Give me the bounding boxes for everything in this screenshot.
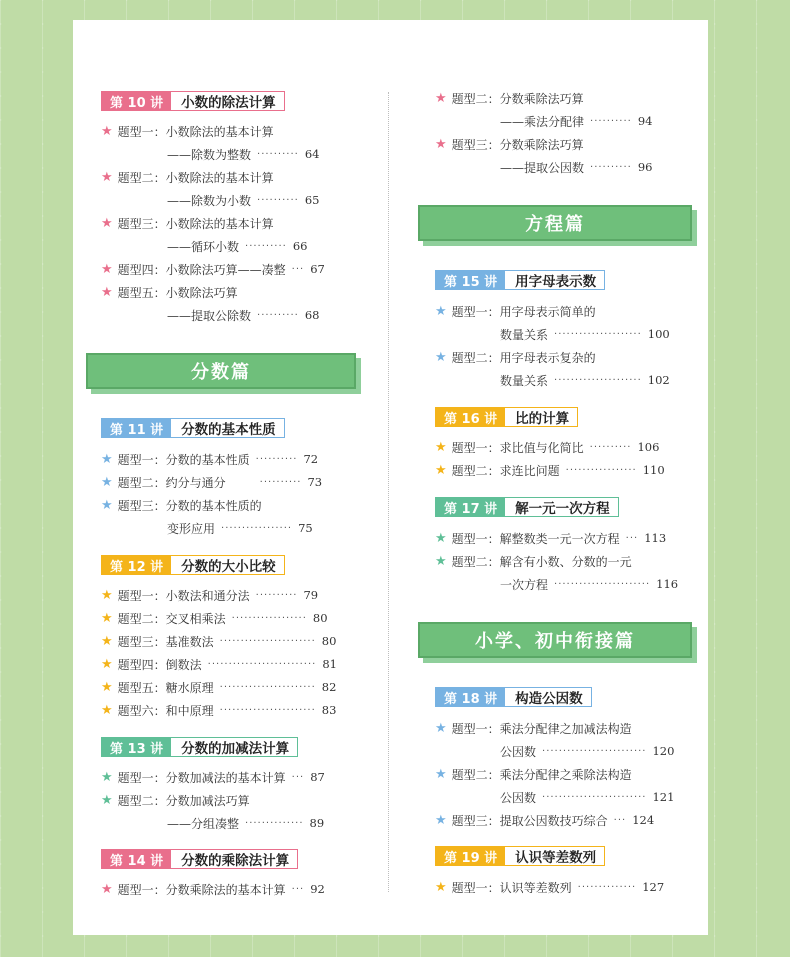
- entry-text: 题型一：分数乘除法的基本计算: [117, 882, 286, 897]
- entry-text: 公因数: [500, 744, 537, 759]
- star-icon: ★: [101, 497, 113, 513]
- toc-entry[interactable]: [435, 764, 632, 784]
- star-icon: ★: [101, 261, 113, 277]
- page-number: 102: [647, 373, 670, 387]
- leader-dots: ·····················: [554, 374, 642, 386]
- entry-text: 题型四：小数除法巧算——凑整: [117, 262, 286, 277]
- entry-text: 题型二：交叉相乘法: [117, 611, 226, 626]
- toc-entry[interactable]: [101, 585, 318, 605]
- entry-text: 题型一：用字母表示简单的: [451, 304, 596, 319]
- toc-entry[interactable]: [500, 787, 674, 807]
- toc-entry[interactable]: [500, 574, 678, 594]
- entry-text: 数量关系: [500, 373, 549, 388]
- section-title: 分数篇: [86, 353, 356, 389]
- entry-text: 题型六：和中原理: [117, 703, 214, 718]
- column-divider: [388, 92, 389, 892]
- star-icon: ★: [101, 587, 113, 603]
- toc-entry[interactable]: [435, 718, 632, 738]
- leader-dots: ·······················: [219, 704, 316, 716]
- star-icon: ★: [435, 439, 447, 455]
- entry-text: 题型三：分数乘除法巧算: [451, 137, 584, 152]
- star-icon: ★: [101, 881, 113, 897]
- lesson-title: 分数的基本性质: [171, 419, 284, 437]
- toc-entry[interactable]: [435, 134, 584, 154]
- page-number: 127: [642, 880, 665, 894]
- lesson-number: 第 10 讲: [102, 92, 171, 110]
- entry-text: 题型三：分数的基本性质的: [117, 498, 262, 513]
- entry-text: 题型一：认识等差数列: [451, 880, 572, 895]
- entry-text: ——循环小数: [167, 239, 240, 254]
- toc-entry[interactable]: [101, 700, 336, 720]
- lesson-title: 认识等差数列: [505, 847, 604, 865]
- leader-dots: ·················: [565, 464, 637, 476]
- lesson-number: 第 11 讲: [102, 419, 171, 437]
- star-icon: ★: [101, 769, 113, 785]
- page-number: 113: [644, 531, 667, 545]
- page-number: 72: [303, 452, 319, 466]
- page-number: 116: [656, 577, 679, 591]
- leader-dots: ··············: [245, 817, 304, 829]
- entry-text: 题型一：乘法分配律之加减法构造: [451, 721, 632, 736]
- toc-entry[interactable]: [101, 677, 336, 697]
- lesson-17-header[interactable]: [435, 497, 619, 517]
- lesson-15-header[interactable]: [435, 270, 605, 290]
- lesson-title: 比的计算: [505, 408, 577, 426]
- page-number: 124: [632, 813, 655, 827]
- lesson-title: 小数的除法计算: [171, 92, 284, 110]
- page-number: 66: [292, 239, 308, 253]
- leader-dots: ·························: [542, 791, 647, 803]
- toc-entry[interactable]: [435, 88, 584, 108]
- page-number: 121: [652, 790, 675, 804]
- lesson-18-header[interactable]: [435, 687, 592, 707]
- lesson-title: 分数的大小比较: [171, 556, 284, 574]
- page-number: 89: [309, 816, 325, 830]
- page-number: 110: [642, 463, 665, 477]
- entry-text: 题型二：解含有小数、分数的一元: [451, 554, 632, 569]
- toc-entry[interactable]: [167, 813, 324, 833]
- star-icon: ★: [101, 451, 113, 467]
- entry-text: ——提取公除数: [167, 308, 252, 323]
- toc-entry[interactable]: [435, 877, 664, 897]
- entry-text: 题型二：分数乘除法巧算: [451, 91, 584, 106]
- entry-text: 题型二：求连比问题: [451, 463, 560, 478]
- entry-text: 变形应用: [167, 521, 216, 536]
- toc-entry[interactable]: [167, 236, 307, 256]
- leader-dots: ·····················: [554, 328, 642, 340]
- toc-entry[interactable]: [101, 879, 325, 899]
- section-banner-equation[interactable]: [418, 205, 692, 241]
- star-icon: ★: [435, 349, 447, 365]
- entry-text: ——除数为小数: [167, 193, 252, 208]
- entry-text: 题型二：约分与通分: [117, 475, 226, 490]
- leader-dots: ··········: [590, 115, 632, 127]
- lesson-11-header[interactable]: [101, 418, 285, 438]
- entry-text: 题型五：小数除法巧算: [117, 285, 238, 300]
- leader-dots: ·······················: [219, 681, 316, 693]
- entry-text: 题型一：分数的基本性质: [117, 452, 250, 467]
- star-icon: ★: [435, 530, 447, 546]
- section-title: 小学、初中衔接篇: [418, 622, 692, 658]
- toc-entry[interactable]: [167, 518, 313, 538]
- toc-entry[interactable]: [435, 301, 596, 321]
- leader-dots: ··········: [255, 589, 298, 601]
- lesson-title: 用字母表示数: [505, 271, 604, 289]
- entry-text: 题型三：小数除法的基本计算: [117, 216, 274, 231]
- page-number: 67: [310, 262, 325, 276]
- leader-dots: ··········: [257, 194, 299, 206]
- toc-entry[interactable]: [500, 370, 670, 390]
- toc-entry[interactable]: [435, 551, 632, 571]
- leader-dots: ···: [625, 532, 639, 544]
- page-number: 68: [304, 308, 320, 322]
- leader-dots: ·················: [221, 522, 293, 534]
- entry-text: ——分组凑整: [167, 816, 240, 831]
- entry-text: 数量关系: [500, 327, 549, 342]
- page-number: 100: [647, 327, 670, 341]
- page-number: 96: [637, 160, 653, 174]
- lesson-title: 分数的加减法计算: [171, 738, 297, 756]
- leader-dots: ··········: [245, 240, 287, 252]
- toc-entry[interactable]: [101, 495, 262, 515]
- toc-entry[interactable]: [101, 259, 325, 279]
- page-number: 79: [303, 588, 319, 602]
- page-number: 106: [637, 440, 660, 454]
- star-icon: ★: [435, 812, 447, 828]
- entry-text: 题型一：小数法和通分法: [117, 588, 250, 603]
- entry-text: ——除数为整数: [167, 147, 252, 162]
- star-icon: ★: [101, 215, 113, 231]
- entry-text: 一次方程: [500, 577, 549, 592]
- page-number: 80: [312, 611, 328, 625]
- leader-dots: ··········: [255, 453, 298, 465]
- entry-text: 题型三：提取公因数技巧综合: [451, 813, 608, 828]
- page-number: 83: [321, 703, 337, 717]
- star-icon: ★: [101, 474, 113, 490]
- toc-entry[interactable]: [500, 324, 670, 344]
- lesson-number: 第 18 讲: [436, 688, 505, 706]
- entry-text: 题型二：用字母表示复杂的: [451, 350, 596, 365]
- section-banner-fraction[interactable]: [86, 353, 356, 389]
- lesson-number: 第 15 讲: [436, 271, 505, 289]
- leader-dots: ··········: [257, 309, 299, 321]
- page-number: 80: [321, 634, 337, 648]
- toc-entry[interactable]: [435, 810, 654, 830]
- toc-entry[interactable]: [435, 528, 666, 548]
- leader-dots: ···: [291, 883, 305, 895]
- entry-text: ——提取公因数: [500, 160, 585, 175]
- lesson-title: 构造公因数: [505, 688, 591, 706]
- lesson-number: 第 17 讲: [436, 498, 505, 516]
- star-icon: ★: [101, 169, 113, 185]
- entry-text: 题型五：糖水原理: [117, 680, 214, 695]
- toc-entry[interactable]: [101, 608, 328, 628]
- entry-text: 公因数: [500, 790, 537, 805]
- leader-dots: ·······················: [219, 635, 316, 647]
- star-icon: ★: [435, 462, 447, 478]
- entry-text: 题型二：乘法分配律之乘除法构造: [451, 767, 632, 782]
- lesson-number: 第 13 讲: [102, 738, 171, 756]
- lesson-number: 第 19 讲: [436, 847, 505, 865]
- lesson-number: 第 14 讲: [102, 850, 171, 868]
- page-number: 120: [652, 744, 675, 758]
- star-icon: ★: [435, 90, 447, 106]
- lesson-title: 分数的乘除法计算: [171, 850, 297, 868]
- lesson-12-header[interactable]: [101, 555, 285, 575]
- entry-text: 题型一：分数加减法的基本计算: [117, 770, 286, 785]
- lesson-19-header[interactable]: [435, 846, 605, 866]
- star-icon: ★: [101, 656, 113, 672]
- lesson-number: 第 16 讲: [436, 408, 505, 426]
- toc-entry[interactable]: [101, 449, 318, 469]
- toc-entry[interactable]: [101, 654, 337, 674]
- star-icon: ★: [435, 553, 447, 569]
- leader-dots: ··········: [257, 148, 299, 160]
- star-icon: ★: [101, 702, 113, 718]
- star-icon: ★: [101, 633, 113, 649]
- entry-text: 题型一：解整数类一元一次方程: [451, 531, 620, 546]
- star-icon: ★: [101, 284, 113, 300]
- toc-entry[interactable]: [101, 213, 274, 233]
- toc-entry[interactable]: [101, 767, 325, 787]
- section-title: 方程篇: [418, 205, 692, 241]
- toc-entry[interactable]: [435, 437, 659, 457]
- page-number: 75: [298, 521, 313, 535]
- leader-dots: ··········: [590, 161, 632, 173]
- star-icon: ★: [101, 792, 113, 808]
- leader-dots: ···: [613, 814, 627, 826]
- lesson-16-header[interactable]: [435, 407, 578, 427]
- section-banner-bridge[interactable]: [418, 622, 692, 658]
- page-number: 64: [304, 147, 320, 161]
- toc-entry[interactable]: [101, 282, 238, 302]
- toc-entry[interactable]: [167, 190, 319, 210]
- leader-dots: ···: [291, 771, 305, 783]
- star-icon: ★: [101, 679, 113, 695]
- page-number: 82: [321, 680, 337, 694]
- page-number: 94: [637, 114, 653, 128]
- leader-dots: ·························: [542, 745, 647, 757]
- toc-entry[interactable]: [167, 144, 319, 164]
- leader-dots: ··························: [207, 658, 317, 670]
- entry-text: 题型一：小数除法的基本计算: [117, 124, 274, 139]
- lesson-number: 第 12 讲: [102, 556, 171, 574]
- star-icon: ★: [435, 303, 447, 319]
- toc-entry[interactable]: [101, 167, 274, 187]
- star-icon: ★: [435, 766, 447, 782]
- toc-entry[interactable]: [101, 790, 250, 810]
- star-icon: ★: [435, 136, 447, 152]
- lesson-13-header[interactable]: [101, 737, 298, 757]
- leader-dots: ·······················: [554, 578, 651, 590]
- toc-entry[interactable]: [101, 472, 322, 492]
- leader-dots: ··············: [577, 881, 637, 893]
- page-number: 73: [307, 475, 323, 489]
- entry-text: 题型四：倒数法: [117, 657, 202, 672]
- leader-dots: ···: [291, 263, 305, 275]
- page-number: 92: [310, 882, 325, 896]
- toc-entry[interactable]: [500, 157, 652, 177]
- entry-text: ——乘法分配律: [500, 114, 585, 129]
- lesson-14-header[interactable]: [101, 849, 298, 869]
- page-number: 87: [310, 770, 325, 784]
- leader-dots: ··········: [259, 476, 302, 488]
- toc-entry[interactable]: [101, 121, 274, 141]
- toc-entry[interactable]: [500, 111, 652, 131]
- entry-text: 题型三：基准数法: [117, 634, 214, 649]
- star-icon: ★: [435, 879, 447, 895]
- toc-entry[interactable]: [435, 460, 665, 480]
- entry-text: 题型一：求比值与化简比: [451, 440, 584, 455]
- star-icon: ★: [435, 720, 447, 736]
- lesson-title: 解一元一次方程: [505, 498, 618, 516]
- toc-entry[interactable]: [500, 741, 674, 761]
- toc-entry[interactable]: [435, 347, 596, 367]
- page-number: 65: [304, 193, 320, 207]
- star-icon: ★: [101, 610, 113, 626]
- leader-dots: ··················: [231, 612, 307, 624]
- page-number: 81: [322, 657, 337, 671]
- entry-text: 题型二：小数除法的基本计算: [117, 170, 274, 185]
- toc-entry[interactable]: [167, 305, 319, 325]
- lesson-10-header[interactable]: [101, 91, 285, 111]
- leader-dots: ··········: [589, 441, 632, 453]
- entry-text: 题型二：分数加减法巧算: [117, 793, 250, 808]
- toc-entry[interactable]: [101, 631, 336, 651]
- star-icon: ★: [101, 123, 113, 139]
